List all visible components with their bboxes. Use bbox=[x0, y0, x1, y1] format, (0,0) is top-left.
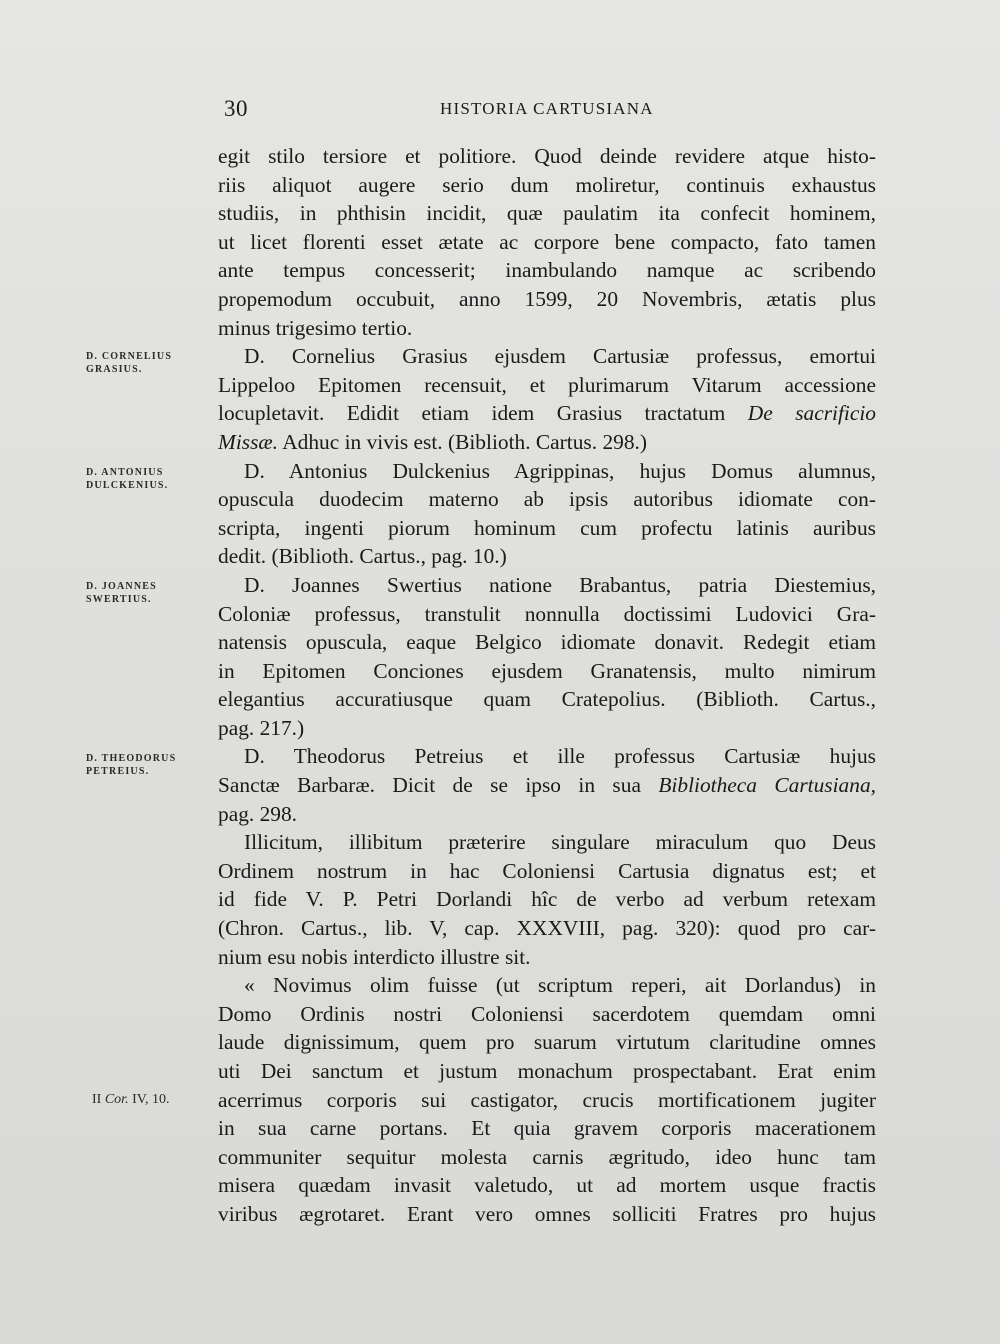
book-title: De sacrificio bbox=[747, 401, 876, 426]
text-segment: Sanctæ Barbaræ. Dicit de se ipso in sua bbox=[218, 773, 641, 798]
text-line: communiter sequitur molesta carnis ægritudo, ideo hunc tam bbox=[218, 1144, 876, 1169]
text-line: egit stilo tersiore et politiore. Quod deinde revidere atque histo- bbox=[218, 144, 876, 168]
margin-note-line: DULCKENIUS. bbox=[86, 480, 169, 491]
running-head: HISTORIA CARTUSIANA bbox=[440, 99, 654, 118]
text-line bbox=[218, 399, 876, 428]
text-line: in sua carne portans. Et quia gravem corporis macerationem bbox=[218, 1116, 876, 1141]
text-line: id fide V. P. Petri Dorlandi hîc de verbo ad verbum retexam bbox=[218, 887, 876, 912]
margin-note-swertius bbox=[86, 580, 157, 606]
text-line: opuscula duodecim materno ab ipsis autoribus idiomate con- bbox=[218, 487, 876, 512]
book-title: Bibliotheca Cartusiana, bbox=[658, 773, 876, 798]
margin-scripture-reference bbox=[92, 1092, 170, 1108]
paragraph-grasius bbox=[218, 342, 876, 456]
margin-note-petreius bbox=[86, 752, 176, 778]
paragraph-dorlandus-quote bbox=[218, 971, 876, 1228]
margin-note-line: D. CORNELIUS bbox=[86, 351, 173, 362]
paragraph-swertius bbox=[218, 571, 876, 743]
text-line: dedit. (Biblioth. Cartus., pag. 10.) bbox=[218, 544, 507, 569]
text-line: riis aliquot augere serio dum moliretur, continuis exhaustus bbox=[218, 172, 876, 197]
margin-note-line: D. THEODORUS bbox=[86, 753, 177, 764]
text-line: D. Joannes Swertius natione Brabantus, patria Diestemius, bbox=[244, 572, 876, 597]
text-line: nium esu nobis interdicto illustre sit. bbox=[218, 944, 531, 969]
text-line: D. Cornelius Grasius ejusdem Cartusiæ professus, emortui bbox=[244, 344, 876, 369]
paragraph-dulckenius bbox=[218, 457, 876, 571]
margin-note-line: PETREIUS. bbox=[86, 766, 150, 777]
text-line: uti Dei sanctum et justum monachum prospectabant. Erat enim bbox=[218, 1059, 876, 1083]
text-line bbox=[218, 428, 876, 457]
text-line: minus trigesimo tertio. bbox=[218, 315, 413, 340]
text-line bbox=[218, 771, 876, 800]
text-segment: locupletavit. Edidit etiam idem Grasius tractatum bbox=[218, 401, 726, 426]
text-line: scripta, ingenti piorum hominum cum profectu latinis auribus bbox=[218, 515, 876, 540]
body-text bbox=[218, 142, 876, 1229]
paragraph-continued bbox=[218, 142, 876, 342]
margin-ref-prefix: II bbox=[92, 1092, 105, 1107]
text-line: D. Theodorus Petreius et ille professus Cartusiæ hujus bbox=[244, 744, 876, 769]
text-line: ante tempus concesserit; inambulando namque ac scribendo bbox=[218, 258, 876, 283]
paragraph-petreius bbox=[218, 742, 876, 828]
text-line: pag. 217.) bbox=[218, 715, 305, 740]
margin-ref-chapter: IV, 10. bbox=[128, 1092, 170, 1107]
margin-note-line: D. JOANNES bbox=[86, 581, 157, 592]
text-line: Coloniæ professus, transtulit nonnulla doctissimi Ludovici Gra- bbox=[218, 601, 876, 626]
margin-note-line: SWERTIUS. bbox=[86, 594, 152, 605]
page-number: 30 bbox=[224, 96, 248, 121]
text-line: pag. 298. bbox=[218, 801, 298, 826]
margin-note-line: GRASIUS. bbox=[86, 364, 143, 375]
text-line: viribus ægrotaret. Erant vero omnes solliciti Fratres pro hujus bbox=[218, 1201, 876, 1226]
margin-note-line: D. ANTONIUS bbox=[86, 467, 164, 478]
margin-note-grasius bbox=[86, 350, 172, 376]
text-line: natensis opuscula, eaque Belgico idiomate donavit. Redegit etiam bbox=[218, 630, 876, 655]
text-line: acerrimus corporis sui castigator, crucis mortificationem jugiter bbox=[218, 1087, 876, 1112]
margin-note-dulckenius bbox=[86, 466, 168, 492]
text-line: Ordinem nostrum in hac Coloniensi Cartusia dignatus est; et bbox=[218, 858, 876, 883]
text-line: Lippeloo Epitomen recensuit, et plurimarum Vitarum accessione bbox=[218, 372, 876, 397]
text-line: laude dignissimum, quem pro suarum virtutum claritudine omnes bbox=[218, 1030, 876, 1055]
margin-ref-book: Cor. bbox=[104, 1092, 129, 1107]
text-segment: Adhuc in vivis est. (Biblioth. Cartus. 298.) bbox=[282, 429, 648, 454]
paragraph-miracle-intro bbox=[218, 828, 876, 971]
text-line: Illicitum, illibitum præterire singulare miraculum quo Deus bbox=[244, 830, 876, 855]
text-line: D. Antonius Dulckenius Agrippinas, hujus Domus alumnus, bbox=[244, 458, 876, 483]
text-line: studiis, in phthisin incidit, quæ paulatim ita confecit hominem, bbox=[218, 201, 876, 226]
text-line: misera quædam invasit valetudo, ut ad mortem usque fractis bbox=[218, 1173, 876, 1198]
text-line: Domo Ordinis nostri Coloniensi sacerdotem quemdam omni bbox=[218, 1001, 876, 1026]
text-line: ut licet florenti esset ætate ac corpore bene compacto, fato tamen bbox=[218, 229, 876, 254]
book-title: Missæ. bbox=[218, 429, 279, 454]
text-line: in Epitomen Conciones ejusdem Granatensis, multo nimirum bbox=[218, 658, 876, 683]
text-line: elegantius accuratiusque quam Cratepolius. (Biblioth. Cartus., bbox=[218, 687, 876, 712]
text-line: « Novimus olim fuisse (ut scriptum reperi, ait Dorlandus) in bbox=[244, 973, 876, 998]
text-line: propemodum occubuit, anno 1599, 20 Novembris, ætatis plus bbox=[218, 286, 876, 311]
text-line: (Chron. Cartus., lib. V, cap. XXXVIII, pag. 320): quod pro car- bbox=[218, 916, 876, 941]
